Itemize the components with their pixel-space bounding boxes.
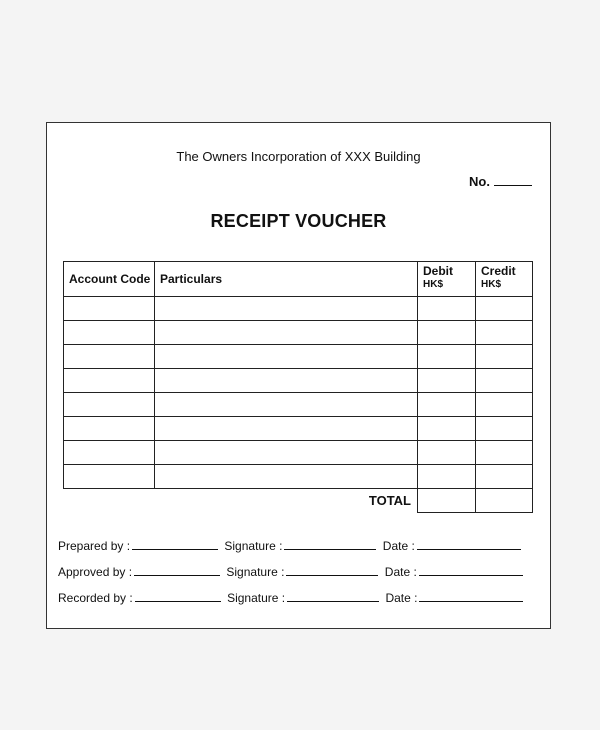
prepared-signature-label: Signature : <box>224 539 283 553</box>
cell-account-code[interactable] <box>64 369 155 393</box>
recorded-by-line <box>58 591 526 605</box>
prepared-date-field[interactable] <box>417 539 521 550</box>
recorded-by-label: Recorded by : <box>58 591 133 605</box>
cell-account-code[interactable] <box>64 321 155 345</box>
cell-debit[interactable] <box>418 441 476 465</box>
total-spacer <box>64 489 155 513</box>
prepared-signature-field[interactable] <box>284 539 376 550</box>
approved-signature-label: Signature : <box>226 565 285 579</box>
approved-by-label: Approved by : <box>58 565 133 579</box>
voucher-number <box>469 174 532 189</box>
table-header-row <box>64 262 533 297</box>
recorded-signature-label: Signature : <box>227 591 286 605</box>
cell-debit[interactable] <box>418 393 476 417</box>
recorded-date-field[interactable] <box>419 591 523 602</box>
cell-account-code[interactable] <box>64 465 155 489</box>
cell-credit[interactable] <box>476 417 533 441</box>
table-row <box>64 417 533 441</box>
table-row <box>64 321 533 345</box>
cell-particulars[interactable] <box>155 393 418 417</box>
cell-debit[interactable] <box>418 369 476 393</box>
prepared-by-label: Prepared by : <box>58 539 131 553</box>
receipt-voucher-form <box>46 122 551 629</box>
recorded-signature-field[interactable] <box>287 591 379 602</box>
approved-by-line <box>58 565 526 579</box>
cell-credit[interactable] <box>476 345 533 369</box>
voucher-number-field[interactable] <box>494 174 532 186</box>
cell-account-code[interactable] <box>64 417 155 441</box>
header-account-code: Account Code <box>64 262 155 297</box>
table-row <box>64 345 533 369</box>
recorded-by-field[interactable] <box>135 591 221 602</box>
table-row <box>64 465 533 489</box>
cell-particulars[interactable] <box>155 297 418 321</box>
cell-debit[interactable] <box>418 297 476 321</box>
cell-account-code[interactable] <box>64 441 155 465</box>
table-row <box>64 369 533 393</box>
table-row <box>64 393 533 417</box>
prepared-date-label: Date : <box>382 539 415 553</box>
cell-credit[interactable] <box>476 393 533 417</box>
header-credit-unit: HK$ <box>481 279 502 290</box>
cell-debit[interactable] <box>418 321 476 345</box>
header-credit-label: Credit <box>481 264 516 278</box>
cell-debit[interactable] <box>418 417 476 441</box>
cell-particulars[interactable] <box>155 465 418 489</box>
cell-account-code[interactable] <box>64 297 155 321</box>
approved-date-label: Date : <box>384 565 417 579</box>
approved-by-field[interactable] <box>134 565 220 576</box>
voucher-title: RECEIPT VOUCHER <box>210 211 387 231</box>
cell-credit[interactable] <box>476 441 533 465</box>
cell-particulars[interactable] <box>155 369 418 393</box>
cell-credit[interactable] <box>476 465 533 489</box>
header-debit <box>418 262 476 297</box>
cell-particulars[interactable] <box>155 345 418 369</box>
cell-credit[interactable] <box>476 321 533 345</box>
approved-signature-field[interactable] <box>286 565 378 576</box>
entries-table <box>63 261 533 513</box>
cell-particulars[interactable] <box>155 417 418 441</box>
cell-particulars[interactable] <box>155 441 418 465</box>
total-credit[interactable] <box>476 489 533 513</box>
voucher-number-label: No. <box>469 174 490 189</box>
cell-particulars[interactable] <box>155 321 418 345</box>
prepared-by-line <box>58 539 524 553</box>
total-debit[interactable] <box>418 489 476 513</box>
header-debit-unit: HK$ <box>423 279 444 290</box>
header-particulars: Particulars <box>155 262 418 297</box>
cell-debit[interactable] <box>418 345 476 369</box>
recorded-date-label: Date : <box>385 591 418 605</box>
prepared-by-field[interactable] <box>132 539 218 550</box>
total-label: TOTAL <box>155 489 418 513</box>
header-debit-label: Debit <box>423 264 453 278</box>
table-row <box>64 297 533 321</box>
cell-credit[interactable] <box>476 369 533 393</box>
total-row <box>64 489 533 513</box>
approved-date-field[interactable] <box>419 565 523 576</box>
organization-name: The Owners Incorporation of XXX Building <box>176 149 421 164</box>
cell-account-code[interactable] <box>64 393 155 417</box>
cell-account-code[interactable] <box>64 345 155 369</box>
table-row <box>64 441 533 465</box>
header-credit <box>476 262 533 297</box>
cell-debit[interactable] <box>418 465 476 489</box>
cell-credit[interactable] <box>476 297 533 321</box>
